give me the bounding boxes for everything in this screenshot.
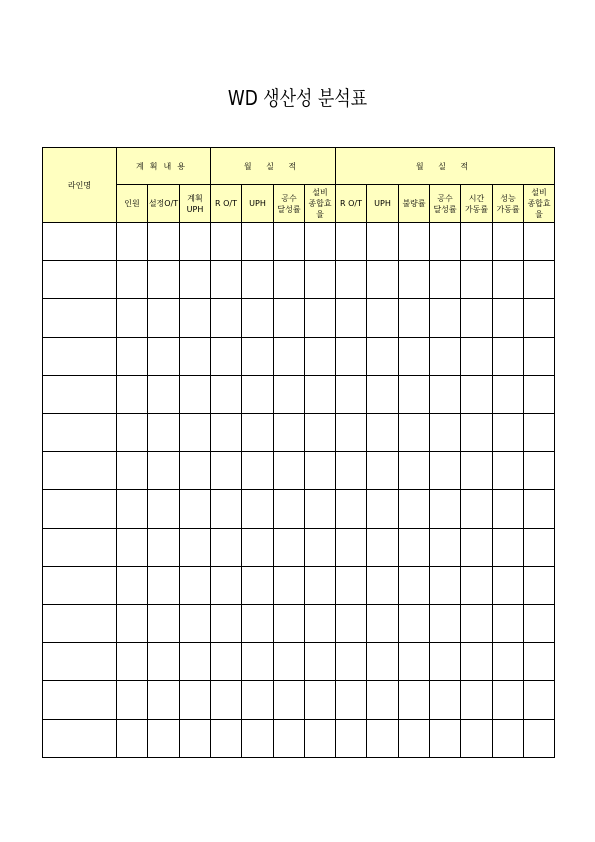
table-cell[interactable]	[180, 261, 211, 299]
table-cell[interactable]	[274, 414, 305, 452]
table-cell[interactable]	[493, 261, 524, 299]
table-cell[interactable]	[305, 643, 336, 681]
table-cell[interactable]	[430, 299, 461, 337]
table-cell[interactable]	[180, 223, 211, 261]
table-cell[interactable]	[461, 337, 493, 375]
table-cell[interactable]	[242, 414, 274, 452]
table-cell[interactable]	[367, 719, 399, 757]
column-header: 공수 달성률	[430, 185, 461, 223]
table-cell[interactable]	[399, 643, 430, 681]
table-cell[interactable]	[211, 605, 242, 643]
table-cell[interactable]	[399, 223, 430, 261]
table-cell[interactable]	[242, 643, 274, 681]
table-cell[interactable]	[180, 681, 211, 719]
line-name-cell[interactable]	[43, 223, 117, 261]
table-cell[interactable]	[493, 337, 524, 375]
table-cell[interactable]	[117, 681, 148, 719]
table-cell[interactable]	[399, 490, 430, 528]
table-cell[interactable]	[117, 719, 148, 757]
table-cell[interactable]	[336, 452, 367, 490]
table-cell[interactable]	[242, 528, 274, 566]
table-cell[interactable]	[493, 375, 524, 413]
table-cell[interactable]	[148, 490, 180, 528]
table-body	[43, 223, 555, 758]
table-cell[interactable]	[524, 643, 555, 681]
column-header: 계획UPH	[180, 185, 211, 223]
table-cell[interactable]	[336, 414, 367, 452]
table-cell[interactable]	[180, 643, 211, 681]
table-cell[interactable]	[399, 261, 430, 299]
table-cell[interactable]	[430, 337, 461, 375]
table-cell[interactable]	[430, 528, 461, 566]
table-cell[interactable]	[274, 375, 305, 413]
table-cell[interactable]	[430, 643, 461, 681]
table-cell[interactable]	[305, 337, 336, 375]
table-cell[interactable]	[305, 490, 336, 528]
table-cell[interactable]	[430, 681, 461, 719]
table-cell[interactable]	[117, 452, 148, 490]
table-cell[interactable]	[148, 337, 180, 375]
table-cell[interactable]	[148, 528, 180, 566]
table-cell[interactable]	[493, 566, 524, 604]
header-line-name: 라인명	[43, 148, 117, 223]
table-cell[interactable]	[274, 261, 305, 299]
table-cell[interactable]	[493, 681, 524, 719]
line-name-cell[interactable]	[43, 490, 117, 528]
table-cell[interactable]	[367, 605, 399, 643]
table-cell[interactable]	[461, 490, 493, 528]
table-cell[interactable]	[430, 566, 461, 604]
table-cell[interactable]	[399, 681, 430, 719]
line-name-cell[interactable]	[43, 299, 117, 337]
table-cell[interactable]	[242, 681, 274, 719]
table-cell[interactable]	[242, 299, 274, 337]
table-row	[43, 566, 555, 604]
table-cell[interactable]	[524, 414, 555, 452]
table-cell[interactable]	[305, 261, 336, 299]
table-cell[interactable]	[274, 452, 305, 490]
table-cell[interactable]	[367, 490, 399, 528]
table-cell[interactable]	[430, 414, 461, 452]
table-row	[43, 490, 555, 528]
table-cell[interactable]	[274, 337, 305, 375]
table-cell[interactable]	[336, 566, 367, 604]
table-cell[interactable]	[399, 528, 430, 566]
table-cell[interactable]	[211, 719, 242, 757]
table-cell[interactable]	[524, 299, 555, 337]
table-cell[interactable]	[524, 375, 555, 413]
table-cell[interactable]	[524, 528, 555, 566]
table-cell[interactable]	[305, 605, 336, 643]
table-cell[interactable]	[274, 643, 305, 681]
table-cell[interactable]	[493, 299, 524, 337]
table-cell[interactable]	[524, 261, 555, 299]
table-cell[interactable]	[336, 490, 367, 528]
table-cell[interactable]	[493, 490, 524, 528]
table-cell[interactable]	[524, 566, 555, 604]
table-cell[interactable]	[305, 452, 336, 490]
table-cell[interactable]	[148, 261, 180, 299]
table-cell[interactable]	[211, 261, 242, 299]
table-cell[interactable]	[242, 337, 274, 375]
table-cell[interactable]	[211, 566, 242, 604]
table-cell[interactable]	[430, 452, 461, 490]
column-header: 설비 종합효율	[305, 185, 336, 223]
table-cell[interactable]	[336, 261, 367, 299]
table-row	[43, 261, 555, 299]
table-cell[interactable]	[274, 605, 305, 643]
table-cell[interactable]	[274, 490, 305, 528]
table-cell[interactable]	[117, 490, 148, 528]
table-row	[43, 605, 555, 643]
table-cell[interactable]	[461, 452, 493, 490]
table-cell[interactable]	[524, 452, 555, 490]
table-cell[interactable]	[117, 299, 148, 337]
table-cell[interactable]	[242, 223, 274, 261]
table-cell[interactable]	[430, 605, 461, 643]
table-cell[interactable]	[211, 223, 242, 261]
column-header-row	[43, 185, 555, 223]
table-cell[interactable]	[336, 681, 367, 719]
table-cell[interactable]	[242, 719, 274, 757]
table-cell[interactable]	[336, 337, 367, 375]
table-cell[interactable]	[211, 299, 242, 337]
header-group-actual-2: 월 실 적	[336, 148, 555, 185]
table-cell[interactable]	[274, 719, 305, 757]
table-cell[interactable]	[242, 490, 274, 528]
table-cell[interactable]	[180, 566, 211, 604]
table-cell[interactable]	[211, 375, 242, 413]
table-cell[interactable]	[211, 490, 242, 528]
table-cell[interactable]	[430, 261, 461, 299]
table-cell[interactable]	[305, 528, 336, 566]
table-cell[interactable]	[211, 528, 242, 566]
line-name-cell[interactable]	[43, 337, 117, 375]
table-row	[43, 299, 555, 337]
table-cell[interactable]	[180, 605, 211, 643]
column-header: UPH	[242, 185, 274, 223]
table-row	[43, 375, 555, 413]
table-cell[interactable]	[461, 375, 493, 413]
table-header	[43, 148, 555, 223]
page-title: WD 생산성 분석표	[227, 86, 368, 110]
table-cell[interactable]	[117, 605, 148, 643]
table-cell[interactable]	[148, 375, 180, 413]
table-cell[interactable]	[336, 605, 367, 643]
table-cell[interactable]	[399, 719, 430, 757]
table-cell[interactable]	[305, 375, 336, 413]
table-cell[interactable]	[148, 452, 180, 490]
table-cell[interactable]	[305, 719, 336, 757]
table-cell[interactable]	[461, 528, 493, 566]
table-cell[interactable]	[180, 528, 211, 566]
table-cell[interactable]	[524, 223, 555, 261]
table-cell[interactable]	[399, 566, 430, 604]
table-cell[interactable]	[148, 299, 180, 337]
table-cell[interactable]	[148, 681, 180, 719]
line-name-cell[interactable]	[43, 452, 117, 490]
line-name-cell[interactable]	[43, 375, 117, 413]
table-cell[interactable]	[274, 528, 305, 566]
table-row	[43, 528, 555, 566]
table-cell[interactable]	[367, 337, 399, 375]
table-cell[interactable]	[305, 681, 336, 719]
column-header: 인원	[117, 185, 148, 223]
table-cell[interactable]	[242, 452, 274, 490]
line-name-cell[interactable]	[43, 528, 117, 566]
table-cell[interactable]	[493, 452, 524, 490]
column-header: R O/T	[211, 185, 242, 223]
column-header: UPH	[367, 185, 399, 223]
table-cell[interactable]	[148, 643, 180, 681]
table-cell[interactable]	[367, 261, 399, 299]
table-cell[interactable]	[430, 719, 461, 757]
productivity-table	[42, 147, 555, 758]
table-cell[interactable]	[524, 605, 555, 643]
header-group-actual-1: 월 실 적	[211, 148, 336, 185]
table-cell[interactable]	[148, 414, 180, 452]
column-header: 설비 종합효율	[524, 185, 555, 223]
table-cell[interactable]	[367, 643, 399, 681]
table-cell[interactable]	[524, 719, 555, 757]
table-cell[interactable]	[180, 299, 211, 337]
table-row	[43, 643, 555, 681]
table-cell[interactable]	[117, 223, 148, 261]
table-cell[interactable]	[211, 337, 242, 375]
table-cell[interactable]	[148, 605, 180, 643]
table-cell[interactable]	[336, 223, 367, 261]
column-header: R O/T	[336, 185, 367, 223]
line-name-cell[interactable]	[43, 414, 117, 452]
table-cell[interactable]	[305, 299, 336, 337]
table-cell[interactable]	[180, 452, 211, 490]
table-cell[interactable]	[211, 414, 242, 452]
table-cell[interactable]	[336, 643, 367, 681]
table-cell[interactable]	[461, 719, 493, 757]
table-row	[43, 681, 555, 719]
table-cell[interactable]	[336, 719, 367, 757]
table-cell[interactable]	[180, 337, 211, 375]
table-cell[interactable]	[524, 490, 555, 528]
line-name-cell[interactable]	[43, 681, 117, 719]
table-cell[interactable]	[367, 566, 399, 604]
table-cell[interactable]	[148, 223, 180, 261]
table-cell[interactable]	[180, 375, 211, 413]
header-group-plan: 계획내용	[117, 148, 211, 185]
table-cell[interactable]	[493, 528, 524, 566]
table-cell[interactable]	[242, 375, 274, 413]
line-name-cell[interactable]	[43, 643, 117, 681]
table-cell[interactable]	[117, 528, 148, 566]
table-cell[interactable]	[399, 299, 430, 337]
table-cell[interactable]	[461, 299, 493, 337]
table-cell[interactable]	[117, 261, 148, 299]
table-cell[interactable]	[336, 299, 367, 337]
line-name-cell[interactable]	[43, 719, 117, 757]
table-cell[interactable]	[461, 261, 493, 299]
table-cell[interactable]	[117, 414, 148, 452]
table-cell[interactable]	[461, 681, 493, 719]
table-cell[interactable]	[399, 414, 430, 452]
table-cell[interactable]	[461, 566, 493, 604]
table-cell[interactable]	[367, 452, 399, 490]
table-cell[interactable]	[117, 643, 148, 681]
table-row	[43, 719, 555, 757]
table-cell[interactable]	[493, 643, 524, 681]
table-cell[interactable]	[493, 605, 524, 643]
table-cell[interactable]	[399, 452, 430, 490]
line-name-cell[interactable]	[43, 566, 117, 604]
table-cell[interactable]	[524, 681, 555, 719]
table-cell[interactable]	[274, 223, 305, 261]
column-header: 설정O/T	[148, 185, 180, 223]
table-cell[interactable]	[148, 566, 180, 604]
table-cell[interactable]	[180, 490, 211, 528]
line-name-cell[interactable]	[43, 605, 117, 643]
table-cell[interactable]	[367, 528, 399, 566]
table-cell[interactable]	[180, 414, 211, 452]
table-cell[interactable]	[493, 719, 524, 757]
line-name-cell[interactable]	[43, 261, 117, 299]
table-cell[interactable]	[274, 566, 305, 604]
table-cell[interactable]	[430, 490, 461, 528]
table-cell[interactable]	[211, 681, 242, 719]
table-cell[interactable]	[274, 299, 305, 337]
table-cell[interactable]	[367, 375, 399, 413]
table-cell[interactable]	[367, 681, 399, 719]
table-cell[interactable]	[211, 643, 242, 681]
table-row	[43, 452, 555, 490]
table-cell[interactable]	[148, 719, 180, 757]
table-cell[interactable]	[305, 566, 336, 604]
table-cell[interactable]	[399, 337, 430, 375]
column-header: 시간 가동률	[461, 185, 493, 223]
column-header: 불량률	[399, 185, 430, 223]
table-cell[interactable]	[305, 223, 336, 261]
column-header: 공수 달성률	[274, 185, 305, 223]
table-cell[interactable]	[461, 414, 493, 452]
table-cell[interactable]	[242, 605, 274, 643]
table-cell[interactable]	[242, 261, 274, 299]
table-row	[43, 337, 555, 375]
table-cell[interactable]	[493, 414, 524, 452]
table-cell[interactable]	[242, 566, 274, 604]
table-cell[interactable]	[461, 643, 493, 681]
table-cell[interactable]	[461, 605, 493, 643]
table-cell[interactable]	[117, 337, 148, 375]
table-cell[interactable]	[117, 375, 148, 413]
table-cell[interactable]	[430, 375, 461, 413]
table-cell[interactable]	[274, 681, 305, 719]
table-cell[interactable]	[461, 223, 493, 261]
table-cell[interactable]	[367, 299, 399, 337]
table-cell[interactable]	[180, 719, 211, 757]
table-cell[interactable]	[367, 223, 399, 261]
table-cell[interactable]	[211, 452, 242, 490]
column-header: 성능 가동률	[493, 185, 524, 223]
table-cell[interactable]	[399, 605, 430, 643]
table-cell[interactable]	[305, 414, 336, 452]
table-row	[43, 414, 555, 452]
table-cell[interactable]	[117, 566, 148, 604]
table-row	[43, 223, 555, 261]
table-cell[interactable]	[367, 414, 399, 452]
table-cell[interactable]	[430, 223, 461, 261]
table-cell[interactable]	[524, 337, 555, 375]
table-cell[interactable]	[399, 375, 430, 413]
table-cell[interactable]	[493, 223, 524, 261]
table-cell[interactable]	[336, 375, 367, 413]
table-cell[interactable]	[336, 528, 367, 566]
